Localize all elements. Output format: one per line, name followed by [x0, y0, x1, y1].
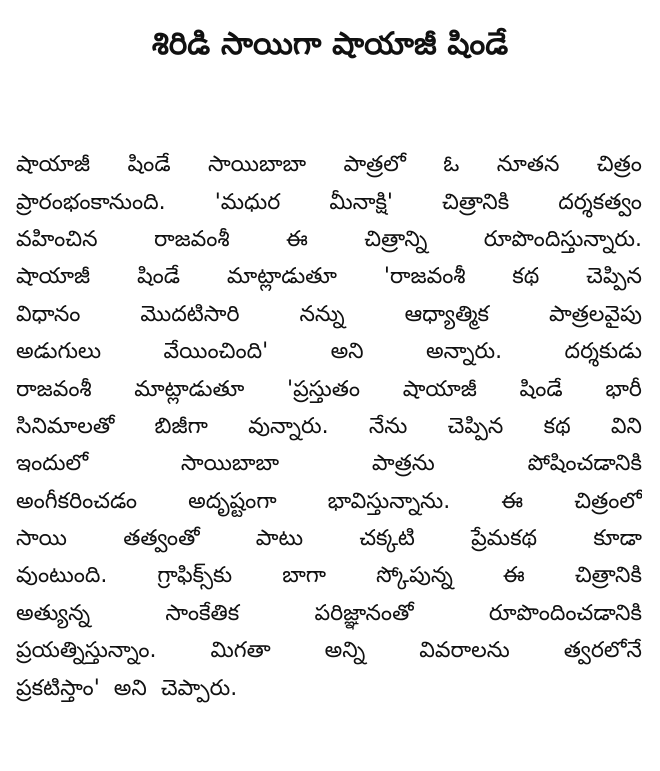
body-word: షిండే — [136, 264, 181, 290]
body-word: ఈ — [285, 226, 308, 252]
body-word: మాట్లాడుతూ — [226, 264, 337, 290]
headline: శిరిడి సాయిగా షాయాజీ షిండే — [151, 26, 509, 62]
body-line — [16, 445, 642, 482]
body-word: మిగతా — [210, 638, 271, 664]
body-word: బిజీగా — [154, 413, 208, 439]
body-word: త్వరలోనే — [563, 638, 642, 664]
body-word: ఆధ్యాత్మిక — [404, 301, 490, 327]
body-word: అన్ని — [324, 638, 366, 664]
body-line — [16, 146, 642, 183]
body-word: చిత్రానికి — [442, 189, 510, 215]
body-word: కూడా — [593, 526, 642, 552]
body-word: సాయి — [16, 526, 67, 552]
body-word: చిత్రాన్ని — [364, 226, 428, 252]
body-word: సాయిబాబా — [207, 152, 307, 178]
body-word: సినిమాలతో — [16, 413, 115, 439]
body-word: అడుగులు — [16, 339, 102, 365]
body-word: సాంకేతిక — [165, 600, 240, 626]
body-line — [16, 520, 642, 557]
body-word: తత్వంతో — [123, 526, 200, 552]
body-word: షాయాజీ — [402, 376, 477, 402]
body-word: చిత్రానికి — [574, 563, 642, 589]
body-word: రాజవంశీ — [16, 376, 92, 402]
body-word: వివరాలను — [419, 638, 510, 664]
body-word: వేయించింది' — [163, 339, 269, 365]
body-word: షిండే — [127, 152, 171, 178]
body-word: రూపొందించడానికి — [488, 600, 642, 626]
body-word: దర్శకత్వం — [558, 189, 642, 215]
body-word: గ్రాఫిక్స్‌కు — [157, 563, 233, 589]
body-word: అత్యున్న — [16, 600, 91, 626]
body-word: ఇందులో — [16, 451, 89, 477]
body-word: పాత్రలవైపు — [548, 301, 642, 327]
body-word: వున్నారు. — [248, 413, 329, 439]
body-word: చెప్పిన — [586, 264, 642, 290]
body-line — [16, 408, 642, 445]
body-word: చెప్పిన — [447, 413, 504, 439]
body-word: ఈ — [502, 563, 525, 589]
body-word: 'మధుర — [214, 189, 281, 215]
body-word: 'ప్రస్తుతం — [287, 376, 361, 402]
body-word: అని — [330, 339, 364, 365]
body-word: అదృష్టంగా — [188, 488, 277, 514]
body-word: కథ — [543, 413, 571, 439]
body-word: చక్కటి — [359, 526, 415, 552]
body-word: భావిస్తున్నాను. — [327, 488, 451, 514]
body-word: అంగీకరించడం — [16, 488, 138, 514]
body-word: చిత్రం — [596, 152, 642, 178]
body-word: వుంటుంది. — [16, 563, 108, 589]
body-word: మీనాక్షి' — [329, 189, 393, 215]
body-word: విని — [610, 413, 642, 439]
body-word: అని — [113, 675, 147, 701]
article-body — [16, 146, 642, 707]
body-line — [16, 632, 642, 669]
body-word: ప్రయత్నిస్తున్నాం. — [16, 638, 157, 664]
body-line — [16, 333, 642, 370]
body-line — [16, 221, 642, 258]
body-word: షాయాజీ — [16, 264, 91, 290]
body-word: అన్నారు. — [426, 339, 503, 365]
body-line — [16, 183, 642, 220]
body-word: స్కోపున్న — [376, 563, 453, 589]
body-word: కథ — [512, 264, 540, 290]
body-word: చెప్పారు. — [160, 675, 238, 701]
body-word: దర్శకుడు — [564, 339, 642, 365]
body-word: నేను — [368, 413, 408, 439]
body-line — [16, 258, 642, 295]
body-word: ప్రకటిస్తాం' — [16, 675, 100, 701]
body-word: పాత్రను — [371, 451, 435, 477]
body-word: చిత్రంలో — [574, 488, 642, 514]
body-word: వహించిన — [16, 226, 98, 252]
body-word: నూతన — [496, 152, 560, 178]
body-line — [16, 296, 642, 333]
body-word: పాత్రలో — [343, 152, 406, 178]
body-word: ఈ — [501, 488, 524, 514]
body-word: పాటు — [255, 526, 304, 552]
body-word: రాజవంశీ — [153, 226, 230, 252]
body-word: షిండే — [519, 376, 563, 402]
body-word: సాయిబాబా — [180, 451, 280, 477]
body-word: బాగా — [282, 563, 327, 589]
body-word: పరిజ్ఞానంతో — [314, 600, 414, 626]
body-word: రూపొందిస్తున్నారు. — [483, 226, 642, 252]
body-line — [16, 595, 642, 632]
body-line — [16, 557, 642, 594]
body-word: భారీ — [605, 376, 642, 402]
body-word: ఓ — [443, 152, 460, 178]
body-word: మొదటిసారి — [140, 301, 240, 327]
body-word: 'రాజవంశీ — [383, 264, 466, 290]
body-word: ప్రారంభంకానుంది. — [16, 189, 166, 215]
body-word: మాట్లాడుతూ — [134, 376, 245, 402]
body-word: పోషించడానికి — [527, 451, 642, 477]
body-line — [16, 370, 642, 407]
body-word: విధానం — [16, 301, 81, 327]
body-word: షాయాజీ — [16, 152, 91, 178]
body-line — [16, 483, 642, 520]
body-word: నన్ను — [299, 301, 345, 327]
body-word: ప్రేమకథ — [471, 526, 538, 552]
body-line — [16, 669, 642, 706]
